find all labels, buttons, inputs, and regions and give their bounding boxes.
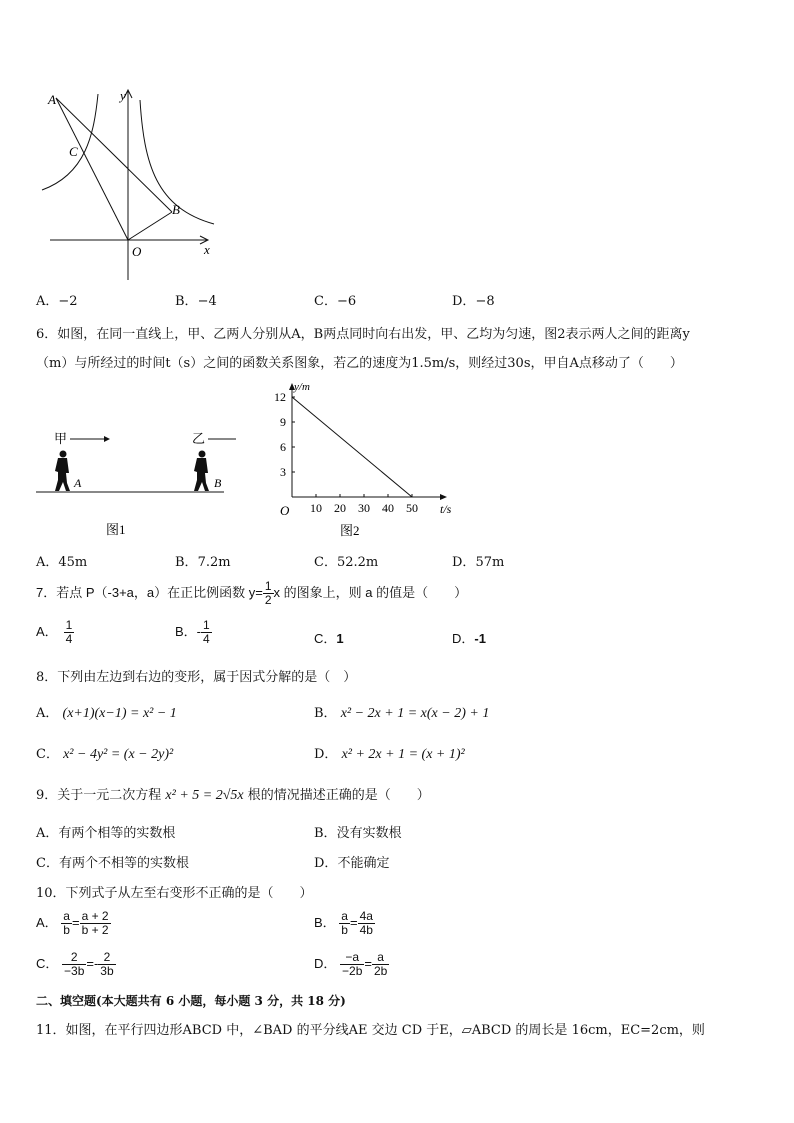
- q5-label-y: y: [120, 88, 126, 103]
- q5-option-a[interactable]: A．−2: [36, 294, 78, 309]
- q9-option-a[interactable]: A．有两个相等的实数根: [36, 826, 176, 841]
- fig2-caption: 图2: [340, 523, 360, 538]
- fig2-origin: O: [280, 503, 290, 518]
- q7-stem: 7．若点 P（-3+a，a）在正比例函数 y= $\frac{1}{2}$ x 的图象上，则 a 的值是（ ）: [36, 579, 468, 607]
- q6-option-d[interactable]: D．57m: [452, 555, 505, 570]
- fig2-ylabel: y/m: [294, 381, 310, 393]
- q6-stem-line1: 6．如图，在同一直线上，甲、乙两人分别从A，B两点同时向右出发，甲、乙均为匀速，图2表示两人之间的距离y: [36, 327, 690, 342]
- q5-line-AO: [56, 98, 128, 240]
- q5-label-x: x: [204, 242, 210, 257]
- q6-figure2-chart: [268, 380, 458, 542]
- q5-hyperbola-left: [42, 94, 98, 190]
- q11-stem: 11．如图，在平行四边形ABCD 中，∠BAD 的平分线AE 交边 CD 于E，▱ABCD 的周长是 16cm，EC=2cm，则: [36, 1023, 705, 1038]
- q8-option-d[interactable]: D． x² + 2x + 1 = (x + 1)²: [314, 747, 465, 762]
- q5-line-OB: [128, 212, 172, 240]
- fig2-xtick-label: 30: [358, 501, 370, 515]
- q5-label-C: C: [69, 144, 78, 159]
- fig2-ytick-label: 6: [280, 440, 286, 454]
- q6-option-b[interactable]: B．7.2m: [175, 555, 231, 570]
- q8-option-a[interactable]: A． (x+1)(x−1) = x² − 1: [36, 706, 177, 721]
- fig2-ytick-label: 3: [280, 465, 286, 479]
- q10-stem: 10．下列式子从左至右变形不正确的是（ ）: [36, 886, 313, 901]
- fig1-label-jia: 甲: [54, 431, 68, 446]
- q7-option-c[interactable]: C．1: [314, 631, 344, 646]
- q10-option-d[interactable]: D． $\frac{-a}{-2b}$ = $\frac{a}{2b}$: [314, 950, 388, 978]
- fig1-label-yi: 乙: [192, 431, 206, 446]
- fig2-xtick-label: 40: [382, 501, 394, 515]
- q10-option-c[interactable]: C． $\frac{2}{-3b}$ =- $\frac{2}{3b}$: [36, 950, 114, 978]
- fig2-xtick-label: 10: [310, 501, 322, 515]
- q9-option-b[interactable]: B．没有实数根: [314, 826, 402, 841]
- q5-option-b[interactable]: B．−4: [175, 294, 217, 309]
- q6-stem-line2: （m）与所经过的时间t（s）之间的函数关系图象，若乙的速度为1.5m/s，则经过30s，甲自A点移动了（ ）: [36, 356, 683, 371]
- fig2-ytick-label: 9: [280, 415, 286, 429]
- q5-label-B: B: [172, 202, 180, 217]
- q7-option-d[interactable]: D．-1: [452, 631, 486, 646]
- section2-title: 二、填空题(本大题共有 6 小题，每小题 3 分，共 18 分): [36, 994, 346, 1008]
- fig1-label-B: B: [214, 476, 222, 490]
- q6-option-c[interactable]: C．52.2m: [314, 555, 379, 570]
- fig2-ytick-label: 12: [274, 390, 286, 404]
- q5-label-A: A: [48, 92, 56, 107]
- q7-option-a[interactable]: A． $\frac{1}{4}$: [36, 618, 73, 646]
- walker-yi-icon: [194, 451, 209, 492]
- q8-option-c[interactable]: C． x² − 4y² = (x − 2y)²: [36, 747, 174, 762]
- fig2-xtick-label: 50: [406, 501, 418, 515]
- q9-option-d[interactable]: D．不能确定: [314, 856, 390, 871]
- q10-option-a[interactable]: A． $\frac{a}{b}$ = $\frac{a + 2}{b + 2}$: [36, 909, 109, 937]
- fig1-label-A: A: [74, 476, 82, 490]
- fig2-xlabel: t/s: [440, 502, 452, 516]
- fig2-xtick-label: 20: [334, 501, 346, 515]
- q8-option-b[interactable]: B． x² − 2x + 1 = x(x − 2) + 1: [314, 706, 490, 721]
- q5-option-d[interactable]: D．−8: [452, 294, 495, 309]
- fig1-caption: 图1: [106, 522, 126, 537]
- q9-option-c[interactable]: C．有两个不相等的实数根: [36, 856, 189, 871]
- q5-graph: [36, 84, 226, 284]
- q8-stem: 8．下列由左边到右边的变形，属于因式分解的是（ ）: [36, 670, 357, 685]
- fig2-series-line: [292, 397, 412, 497]
- q5-option-c[interactable]: C．−6: [314, 294, 357, 309]
- q7-option-b[interactable]: B．- $\frac{1}{4}$: [175, 618, 210, 646]
- q9-stem: 9．关于一元二次方程 x² + 5 = 2√5x 根的情况描述正确的是（ ）: [36, 788, 430, 803]
- q6-figure1: [36, 425, 236, 540]
- q10-option-b[interactable]: B． $\frac{a}{b}$ = $\frac{4a}{4b}$: [314, 909, 373, 937]
- walker-jia-icon: [55, 451, 70, 492]
- q5-label-O: O: [132, 244, 142, 259]
- q6-option-a[interactable]: A．45m: [36, 555, 88, 570]
